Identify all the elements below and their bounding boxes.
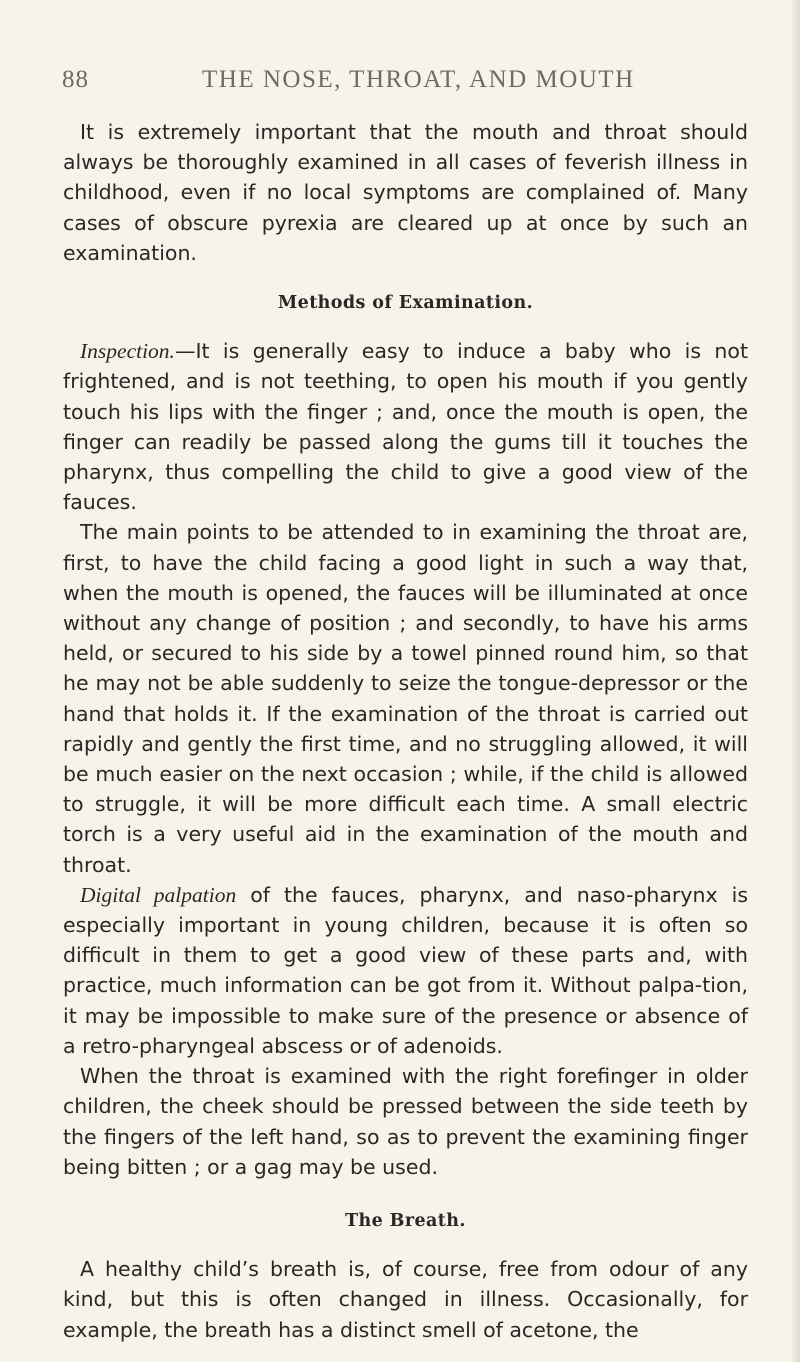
running-head: THE NOSE, THROAT, AND MOUTH [202,66,635,93]
paragraph-intro: It is extremely important that the mouth and throat should always be thoroughly examined in all cases of feverish illness in childhood, even if no local symptoms are complained of. Many cases of obscure pyrexia are cleared up at once by such an examination. [63,120,748,265]
inspection-text: —It is generally easy to induce a baby who is not frightened, and is not teething, to open his mouth if you gently touch his lips with the finger ; and, once the mouth is open, the finger can readily be passed along the gums till it touches the pharynx, thus compelling the child to give a good view of the fauces. [63,339,748,515]
heading-methods-of-examination: Methods of Examination. [277,293,534,314]
paragraph-forefinger: When the throat is examined with the right forefinger in older children, the cheek should be pressed between the side teeth by the fingers of the left hand, so as to prevent the examining finger being bitten ; or a gag may be used. [63,1064,748,1179]
paragraph-inspection [63,336,748,517]
digital-palpation-runin: Digital palpation [80,882,237,907]
page-header [62,66,752,106]
inspection-runin: Inspection. [80,339,175,364]
paragraph-breath: A healthy child’s breath is, of course, free from odour of any kind, but this is often changed in illness. Occasionally, for example, the breath has a distinct smell of acetone, the [63,1257,748,1342]
paragraph-digital-palpation [63,880,748,1061]
paragraph-main-points: The main points to be attended to in examining the throat are, first, to have the child facing a good light in such a way that, when the mouth is opened, the fauces will be illuminated at once without any change of position ; and secondly, to have his arms held, or secured to his side by a towel pinned round him, so that he may not be able suddenly to seize the tongue-depressor or the hand that holds it. If the examination of the throat is carried out rapidly and gently the first time, and no struggling allowed, it will be much easier on the next occasion ; while, if the child is allowed to struggle, it will be more difficult each time. A small electric torch is a very useful aid in the examination of the mouth and throat. [63,520,748,877]
heading-the-breath: The Breath. [345,1210,466,1231]
page-number: 88 [62,66,89,93]
page-edge-shadow [790,0,800,1362]
digital-palpation-text: of the fauces, pharynx, and naso-pharynx is especially important in young children, because it is often so difficult in them to get a good view of these parts and, with practice, much information can be got from it. Without palpa-tion, it may be impossible to make sure of the presence or absence of a retro-pharyngeal abscess or of adenoids. [63,882,748,1058]
body-text [63,117,748,1345]
